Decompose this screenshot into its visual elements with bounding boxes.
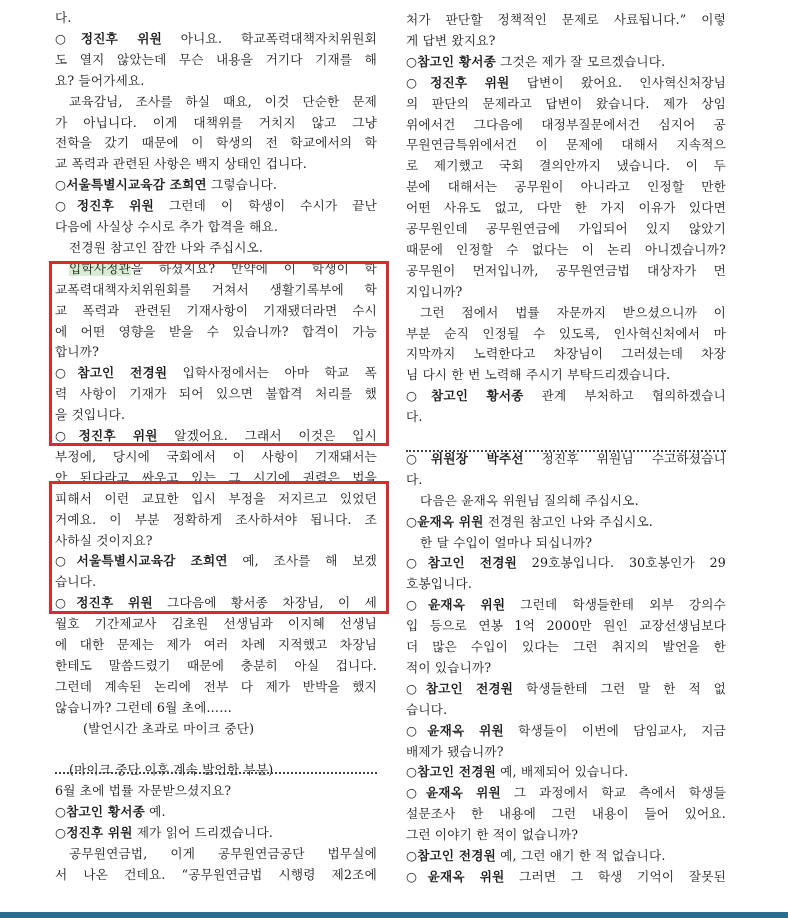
line-text: 다. [406, 409, 423, 425]
line-text: 정진후 위원님 수고하셨습니 [523, 450, 726, 466]
line-text: 그러면 그 학생 기억이 잘못된 [504, 868, 726, 884]
line-text: 예. [144, 804, 166, 820]
speaker-label: ○윤재옥 위원 [406, 597, 506, 613]
line-text: 알겠어요. 그래서 이것은 입시 [157, 428, 377, 443]
text-line [55, 238, 377, 259]
line-text: 님 다시 한 번 노력해 주시기 부탁드리겠습니다. [406, 367, 671, 383]
line-text: 아니요. 학교폭력대책자치위원회 [161, 30, 377, 46]
line-text: 처가 판단할 정책적인 문제로 사료됩니다.” 이렇 [406, 12, 726, 27]
line-text: (마이크 중단 이후 계속 발언한 부분) [69, 762, 274, 778]
text-line [406, 637, 726, 658]
line-text: 더 많은 수입이 있다는 그런 취지의 발언을 한 [406, 639, 726, 654]
line-text: 을 것입니다. [55, 407, 126, 423]
text-line [406, 156, 726, 177]
section-divider-left [55, 772, 377, 774]
text-line [406, 282, 726, 303]
text-line [55, 698, 377, 719]
speaker-label: ○정진후 위원 [55, 30, 162, 46]
text-line [406, 428, 726, 449]
text-line [406, 491, 726, 512]
text-line [55, 468, 377, 489]
line-text: 호봉입니다. [406, 576, 473, 592]
text-line [406, 700, 726, 721]
line-text: 그런데 학생들한테 외부 강의수 [505, 597, 726, 613]
text-line [406, 94, 726, 115]
left-column [55, 0, 377, 912]
line-text: 배제가 됐습니까? [406, 743, 504, 759]
text-line [55, 572, 377, 593]
line-text: 답변이 왔어요. 인사혁신처장님 [509, 74, 726, 90]
line-text: 다. [406, 471, 423, 487]
speaker-label: ○정진후 위원 [55, 198, 155, 214]
text-line [55, 656, 377, 677]
line-text: 게 답변 왔지요? [406, 32, 496, 48]
line-text: 다. [55, 10, 72, 25]
line-text: 한 달 수입이 얼마나 되십니까? [420, 534, 593, 550]
line-text: 그것은 제가 잘 모르겠습니다. [495, 53, 666, 69]
text-line [406, 574, 726, 595]
text-line [55, 259, 377, 280]
text-line [55, 593, 377, 614]
text-line [55, 342, 377, 363]
text-line [55, 802, 377, 823]
text-line [406, 115, 726, 136]
line-text: 서 나온 건데요. “공무원연금법 시행령 제2조에 [55, 866, 377, 882]
line-text: 교 폭력과 관련된 사항은 백지 상태인 겁니다. [55, 156, 308, 172]
text-line [55, 8, 377, 29]
speaker-label: ○서울특별시교육감 조희연 [55, 177, 207, 193]
speaker-label: ○참고인 전경원 [406, 764, 496, 780]
line-text: 에 어떤 영향을 받을 수 있습니까? 합격이 가능 [55, 323, 377, 339]
text-line [55, 133, 377, 154]
speaker-label: ○참고인 전경원 [406, 848, 496, 863]
speaker-label: ○참고인 전경원 [55, 365, 168, 381]
line-text: 관계 부처하고 협의하겠습니 [523, 388, 726, 404]
line-text: 위에서건 그다음에 대정부질문에서건 심지어 공 [406, 116, 726, 132]
text-line [55, 363, 377, 384]
speaker-label: ○참고인 황서종 [406, 388, 524, 404]
text-line [406, 386, 726, 407]
right-column [406, 0, 726, 912]
line-text: 습니다. [55, 574, 97, 590]
line-text: 분에 대해서는 공무원이 아니라고 인정할 만한 [406, 179, 726, 195]
line-text: 부분 순직 인정될 수 있도록, 인사혁신처에서 마 [406, 325, 726, 341]
line-text: (발언시간 초과로 마이크 중단) [83, 720, 255, 736]
text-line [55, 71, 377, 92]
line-text: 부정에, 당시에 국회에서 이 사항이 기재돼서는 [55, 448, 377, 464]
text-line [406, 198, 726, 219]
text-line [55, 196, 377, 217]
text-line [406, 553, 726, 574]
line-text: 안 된다라고 싸우고 있는 그 시기에 권력은 법을 [55, 469, 377, 485]
line-text: 학생들한테 그런 말 한 적 없 [513, 680, 726, 696]
text-line [55, 531, 377, 552]
text-line [406, 470, 726, 491]
line-text: 예, 배제되어 있습니다. [495, 764, 629, 780]
text-line [406, 177, 726, 198]
text-line [55, 50, 377, 71]
line-text: 입 등으로 연봉 1억 2000만 원인 교장선생님보다 [406, 618, 726, 634]
line-text: 의 판단의 문제라고 답변이 왔습니다. 제가 상임 [406, 95, 726, 111]
line-text: 지막까지 노력한다고 차장님이 그러셨는데 차장 [406, 346, 726, 362]
text-line [406, 344, 726, 365]
speaker-label: ○서울특별시교육감 조희연 [55, 553, 228, 569]
text-line [406, 804, 726, 825]
text-line [55, 865, 377, 886]
line-text: 그렇습니다. [206, 177, 278, 193]
text-line [55, 154, 377, 175]
line-text: 그런 이야기 한 적이 없습니까? [406, 827, 579, 843]
line-text: 요? 들어가세요. [55, 72, 145, 88]
line-text: 그런 점에서 법률 자문까지 받으셨으니까 이 [420, 304, 726, 320]
line-text: 전경원 참고인 잠깐 나와 주십시오. [69, 239, 264, 255]
text-line [55, 29, 377, 50]
line-text: 력 사항이 기재가 되어 있으면 불합격 처리를 했 [55, 386, 377, 402]
speaker-label: ○참고인 전경원 [406, 555, 518, 571]
line-text: 그 과정에서 학교 측에서 학생들 [500, 785, 726, 801]
line-text: 다음은 윤재옥 위원님 질의해 주십시오. [420, 492, 639, 508]
line-text: 그런데 계속된 논리에 전부 다 제가 반박을 했지 [55, 678, 377, 694]
line-text: 적이 있습니까? [406, 659, 492, 675]
text-line [406, 616, 726, 637]
line-text: 무원연금특위에서건 이 문제에 대해서 지속적으 [406, 137, 726, 153]
text-line [406, 135, 726, 156]
text-line [55, 719, 377, 740]
line-text: 어떤 사유도 없고, 다만 한 가지 이유가 있다면 [406, 200, 726, 216]
line-text: 공무원이 먼저입니까, 공무원연금법 대상자가 먼 [406, 262, 726, 278]
text-line [406, 449, 726, 470]
text-line [406, 303, 726, 324]
text-line [406, 240, 726, 261]
line-text: 않습니까? 그런데 6월 초에…… [55, 699, 233, 715]
line-text: 예, 조사를 해 보겠 [227, 553, 377, 569]
text-line [406, 324, 726, 345]
line-text: 교 폭력과 관련된 기재사항이 기재됐더라면 수시 [55, 302, 377, 318]
text-line [55, 175, 377, 196]
text-line [55, 760, 377, 781]
line-text: 제가 읽어 드리겠습니다. [132, 825, 274, 841]
line-text: 합니까? [55, 344, 100, 360]
speaker-label: ○윤재옥 위원 [406, 868, 505, 884]
line-text: 습니다. [406, 701, 448, 717]
line-text: 가 아닙니다. 이게 대책위를 거치지 않고 그냥 [55, 114, 377, 130]
text-line [406, 783, 726, 804]
line-text: 로 제기했고 국회 결의안까지 냈습니다. 이 두 [406, 158, 726, 174]
text-line [55, 322, 377, 343]
text-line [55, 823, 377, 844]
text-line [406, 846, 726, 867]
text-line [406, 365, 726, 386]
text-line [406, 825, 726, 846]
line-text: 전경원 참고인 나와 주십시오. [483, 513, 654, 529]
text-line [406, 762, 726, 783]
text-line [55, 217, 377, 238]
text-line [406, 31, 726, 52]
text-line [406, 679, 726, 700]
text-line [55, 113, 377, 134]
text-line [55, 844, 377, 865]
text-line [55, 405, 377, 426]
line-text: 6월 초에 법률 자문받으셨지요? [55, 783, 232, 799]
line-text: 그다음에 황서종 차장님, 이 세 [152, 595, 377, 611]
text-line [406, 10, 726, 31]
speaker-label: ○정진후 위원 [55, 595, 153, 611]
line-text: 피해서 이런 교묘한 입시 부정을 저지르고 있었던 [55, 490, 377, 506]
text-line [406, 533, 726, 554]
text-line [55, 551, 377, 572]
text-line [55, 426, 377, 447]
text-line [406, 261, 726, 282]
line-text: 설문조사 한 내용에 그런 내용이 들어 있어요. [406, 806, 726, 822]
speaker-label: ○참고인 황서종 [55, 804, 145, 820]
highlighted-term: 입학사정관 [69, 260, 131, 276]
speaker-label: ○위원장 박주선 [406, 450, 524, 466]
line-text: 공무원연금법, 이게 공무원연금공단 법무실에 [69, 846, 377, 861]
line-text: 한테도 말씀드렸기 때문에 충분히 아실 겁니다. [55, 657, 377, 673]
speaker-label: ○윤재옥 위원 [406, 513, 484, 529]
text-line [406, 721, 726, 742]
bottom-bar [0, 912, 788, 918]
text-line [55, 92, 377, 113]
text-line [406, 52, 726, 73]
text-line [406, 595, 726, 616]
line-text: 학생들이 이번에 담임교사, 지금 [503, 722, 726, 738]
text-line [55, 635, 377, 656]
line-text: 을 하셨지요? 만약에 이 학생이 학 [130, 260, 377, 276]
line-text: 때문에 인정할 수 없다는 이 논리 아니겠습니까? [406, 241, 726, 257]
speaker-label: ○참고인 전경원 [406, 680, 514, 696]
text-line [406, 867, 726, 888]
line-text: 에 대한 문제는 제가 여러 차례 지적했고 차장님 [55, 637, 377, 652]
text-line [406, 407, 726, 428]
text-line [55, 740, 377, 761]
line-text: 그런데 이 학생이 수시가 끝난 [154, 198, 377, 214]
speaker-label: ○정진후 위원 [406, 74, 510, 90]
line-text: 거예요. 이 부분 정확하게 조사하셔야 됩니다. 조 [55, 511, 377, 527]
text-line [55, 510, 377, 531]
line-text: 교육감님, 조사를 하실 때요, 이것 단순한 문제 [69, 93, 377, 109]
line-text: 교폭력대책자치위원회를 거쳐서 생활기록부에 학 [55, 281, 377, 297]
text-line [406, 742, 726, 763]
speaker-label: ○참고인 황서종 [406, 53, 496, 69]
speaker-label: ○윤재옥 위원 [406, 722, 504, 738]
line-text: 월호 기간제교사 김초원 선생님과 이지혜 선생님 [55, 616, 377, 632]
section-divider-right [406, 450, 726, 452]
text-line [55, 677, 377, 698]
text-line [406, 512, 726, 533]
text-line [55, 301, 377, 322]
line-text: 지입니까? [406, 283, 463, 299]
speaker-label: ○정진후 위원 [55, 825, 133, 841]
line-text: 29호봉입니다. 30호봉인가 29 [517, 555, 726, 571]
text-line [55, 781, 377, 802]
line-text: 전학을 갔기 때문에 이 학생의 전 학교에서의 학 [55, 135, 377, 151]
text-line [406, 73, 726, 94]
text-line [55, 489, 377, 510]
text-line [55, 614, 377, 635]
text-line [406, 219, 726, 240]
text-line [406, 658, 726, 679]
text-line [55, 384, 377, 405]
speaker-label: ○윤재옥 위원 [406, 785, 501, 801]
line-text: 예, 그런 얘기 한 적 없습니다. [495, 848, 666, 863]
line-text: 입학사정에서는 아마 학교 폭 [167, 365, 377, 381]
line-text: 공무원인데 공무원연금에 가입되어 있지 않았기 [406, 221, 726, 236]
line-text: 다음에 사실상 수시로 추가 합격을 해요. [55, 219, 279, 234]
line-text: 사하실 것이지요? [55, 532, 153, 548]
text-line [55, 280, 377, 301]
speaker-label: ○정진후 위원 [55, 428, 158, 443]
text-line [55, 447, 377, 468]
line-text: 도 열지 않았는데 무슨 내용을 거기다 기재를 해 [55, 51, 377, 67]
